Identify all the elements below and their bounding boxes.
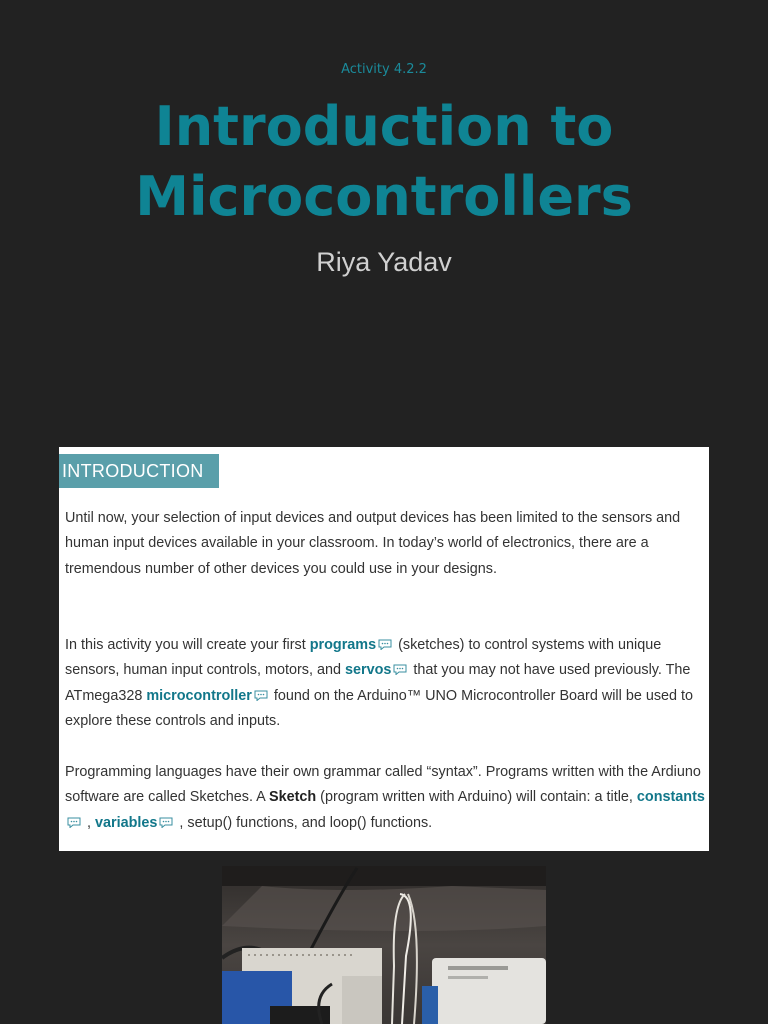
comment-icon[interactable] (393, 664, 407, 675)
sketch-term: Sketch (268, 789, 317, 806)
p3-text-3: , (83, 814, 95, 831)
author-name: Riya Yadav (316, 247, 452, 277)
introduction-card (59, 447, 709, 851)
glossary-link-microcontroller[interactable]: microcontroller (146, 687, 252, 704)
p3-text-2: (program written with Arduino) will contain: a title, (316, 789, 637, 806)
p2-text-1: In this activity you will create your first (65, 637, 310, 653)
p3-text-1: Programming languages have their own grammar called “syntax”. Programs written with the Ardiuno software are called Sketches. A (65, 764, 701, 806)
comment-icon[interactable] (378, 639, 392, 650)
p2-text-2: (sketches) to control systems with unique sensors, human input controls, motors, and (65, 637, 662, 679)
glossary-link-constants[interactable]: constants (636, 789, 705, 806)
intro-paragraph-3 (65, 760, 705, 836)
photo-illustration (222, 866, 546, 1024)
page-title: Introduction to Microcontrollers (135, 95, 633, 228)
p2-text-4: found on the Arduino™ UNO Microcontroller Board will be used to explore these controls and inputs. (65, 687, 694, 730)
comment-icon[interactable] (67, 817, 81, 828)
section-label: INTRODUCTION (59, 454, 219, 488)
glossary-link-servos[interactable]: servos (344, 662, 392, 679)
arduino-breadboard-photo (222, 866, 546, 1024)
p3-text-4: , setup() functions, and loop() functions. (175, 814, 433, 831)
intro-paragraph-1: Until now, your selection of input devices and output devices has been limited to the sensors and human input devices available in your classroom. In today’s world of electronics, there are a tremendous number of other devices you could use in your designs. (65, 510, 681, 577)
glossary-link-variables[interactable]: variables (95, 814, 158, 831)
glossary-link-programs[interactable]: programs (309, 637, 377, 653)
activity-kicker: Activity 4.2.2 (341, 62, 427, 77)
comment-icon[interactable] (254, 690, 268, 701)
comment-icon[interactable] (159, 817, 173, 828)
intro-paragraph-2 (65, 633, 705, 735)
p2-text-3: that you may not have used previously. The ATmega328 (65, 662, 691, 704)
